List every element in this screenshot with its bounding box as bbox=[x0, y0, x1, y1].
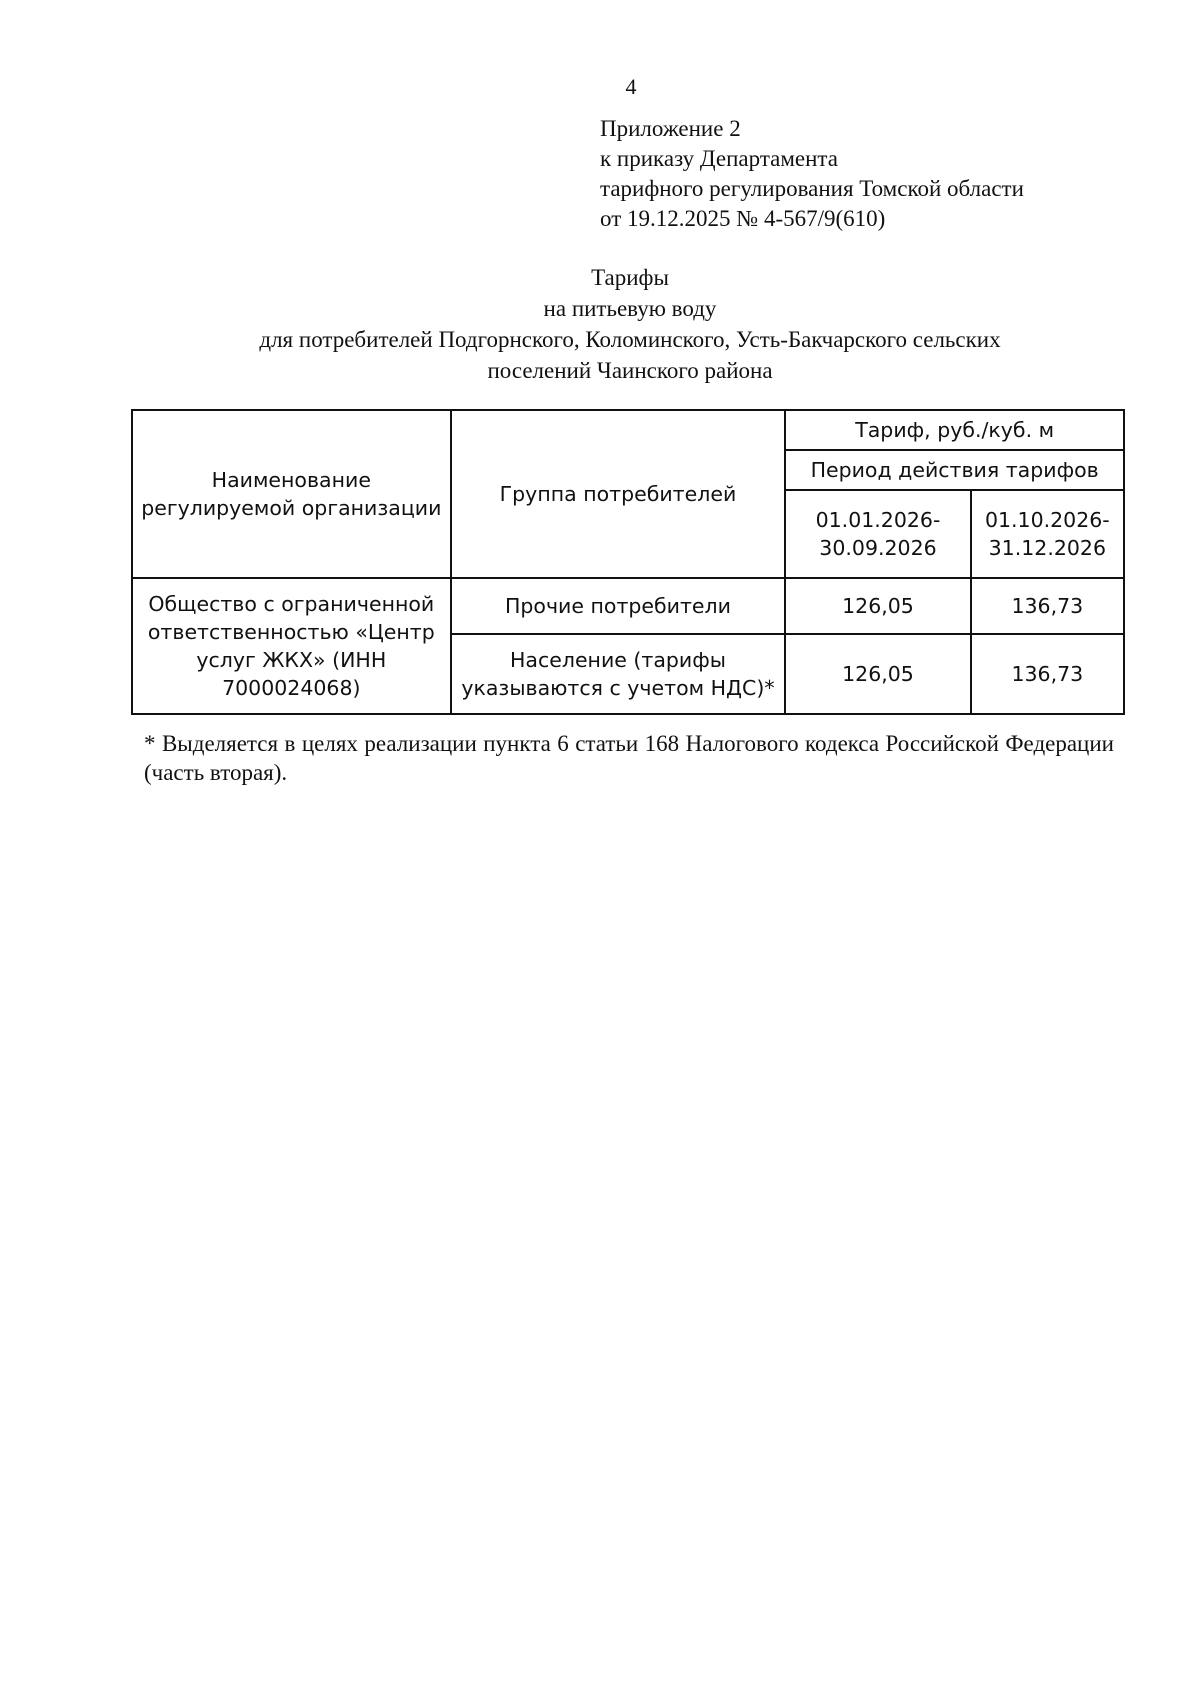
consumer-group-cell bbox=[451, 634, 786, 714]
tariff-period-2-cell: 136,73 bbox=[971, 634, 1124, 714]
annex-line-2: к приказу Департамента bbox=[600, 146, 838, 171]
organization-line: ответственностью «Центр bbox=[147, 620, 435, 644]
header-organization bbox=[132, 410, 451, 578]
header-consumer-group: Группа потребителей bbox=[451, 410, 786, 578]
title-line-3: для потребителей Подгорнского, Коломинского, Усть-Бакчарского сельских bbox=[259, 327, 1001, 352]
consumer-group-line: Прочие потребители bbox=[504, 594, 731, 618]
header-organization-line: регулируемой организации bbox=[141, 496, 442, 520]
document-title bbox=[130, 262, 1130, 386]
title-line-1: Тарифы bbox=[591, 265, 669, 290]
tariff-period-1-cell: 126,05 bbox=[785, 634, 970, 714]
annex-header bbox=[600, 114, 1024, 234]
annex-line-1: Приложение 2 bbox=[600, 116, 741, 141]
footnote: * Выделяется в целях реализации пункта 6 статьи 168 Налогового кодекса Российской Федерации (часть вторая). bbox=[144, 731, 1114, 785]
organization-line: услуг ЖКХ» (ИНН bbox=[196, 648, 387, 672]
title-line-2: на питьевую воду bbox=[543, 296, 717, 321]
header-period-1-line: 30.09.2026 bbox=[819, 536, 937, 560]
title-line-4: поселений Чаинского района bbox=[487, 358, 773, 383]
header-organization-line: Наименование bbox=[211, 468, 371, 492]
header-period-2-line: 01.10.2026- bbox=[984, 508, 1110, 532]
header-period-2-line: 31.12.2026 bbox=[988, 536, 1107, 560]
tariff-period-1-cell: 126,05 bbox=[785, 578, 970, 634]
header-period: Период действия тарифов bbox=[785, 450, 1124, 490]
table-row bbox=[132, 578, 1124, 634]
organization-line: Общество с ограниченной bbox=[148, 592, 435, 616]
organization-line: 7000024068) bbox=[222, 676, 361, 700]
organization-cell bbox=[132, 578, 451, 714]
table-header-row bbox=[132, 410, 1124, 450]
annex-line-4: от 19.12.2025 № 4-567/9(610) bbox=[600, 206, 886, 231]
consumer-group-line: указываются с учетом НДС)* bbox=[461, 676, 775, 700]
page-number: 4 bbox=[625, 74, 637, 99]
header-tariff: Тариф, руб./куб. м bbox=[785, 410, 1124, 450]
consumer-group-cell bbox=[451, 578, 786, 634]
tariff-period-2-cell: 136,73 bbox=[971, 578, 1124, 634]
header-period-1 bbox=[785, 490, 970, 578]
consumer-group-line: Население (тарифы bbox=[509, 648, 726, 672]
header-period-1-line: 01.01.2026- bbox=[815, 508, 941, 532]
tariff-table bbox=[131, 409, 1125, 715]
header-period-2 bbox=[971, 490, 1124, 578]
annex-line-3: тарифного регулирования Томской области bbox=[600, 176, 1024, 201]
